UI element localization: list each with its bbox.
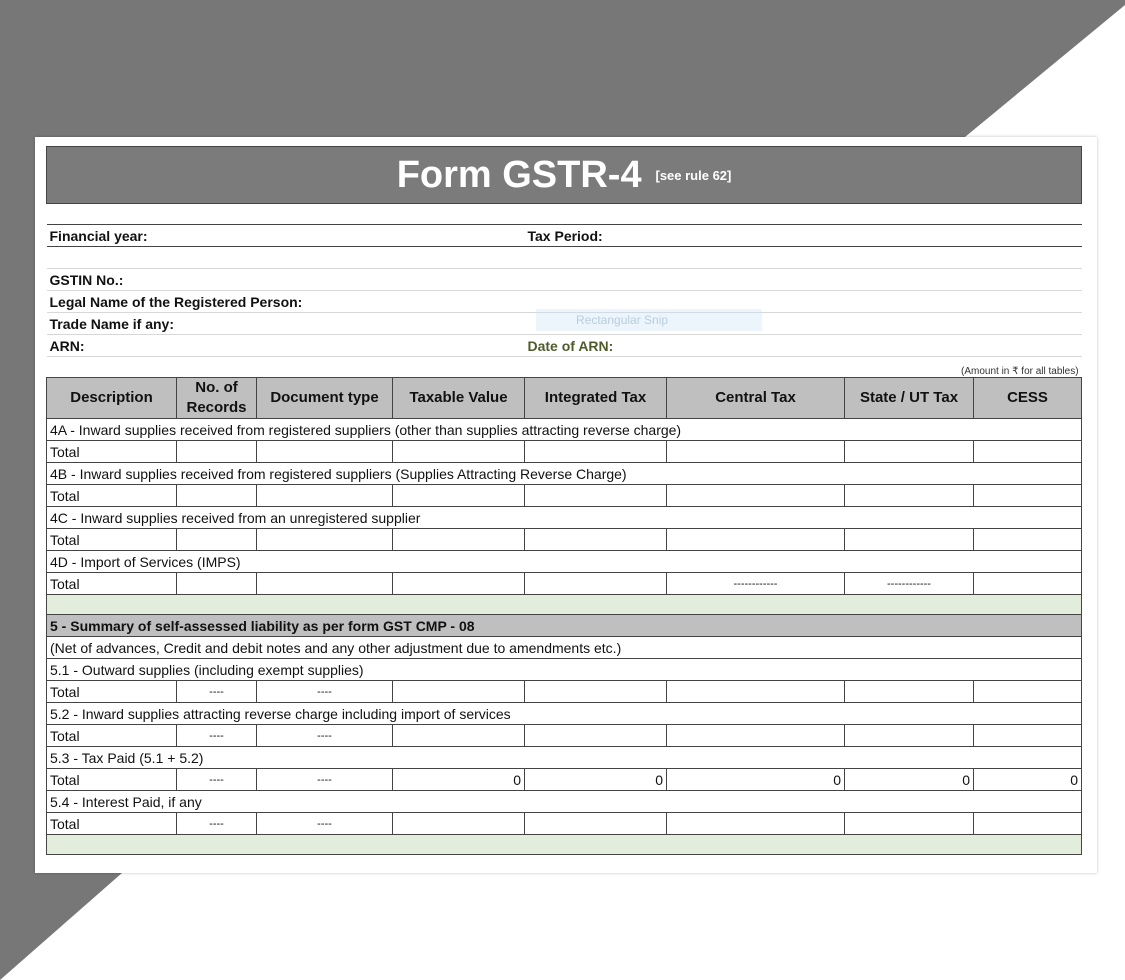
table-row <box>47 441 1082 463</box>
cell[interactable] <box>667 441 845 463</box>
central-tax-cell[interactable]: 0 <box>667 769 845 791</box>
cell[interactable] <box>177 529 257 551</box>
arn-label: ARN: <box>47 335 525 357</box>
financial-year-label: Financial year: <box>47 225 525 247</box>
cell[interactable] <box>393 681 525 703</box>
cell[interactable] <box>525 813 667 835</box>
cell[interactable] <box>177 485 257 507</box>
section-5-4-label: 5.4 - Interest Paid, if any <box>47 791 1082 813</box>
cell[interactable] <box>257 441 393 463</box>
section-5-label: 5 - Summary of self-assessed liability as per form GST CMP - 08 <box>47 615 1082 637</box>
cell[interactable] <box>525 573 667 595</box>
table-row <box>47 769 1082 791</box>
records-dash: ---- <box>177 769 257 791</box>
trade-name-label: Trade Name if any: <box>47 313 1082 335</box>
cell[interactable] <box>525 529 667 551</box>
total-label: Total <box>47 769 177 791</box>
table-row <box>47 681 1082 703</box>
cell[interactable] <box>845 725 974 747</box>
green-separator <box>47 835 1082 855</box>
table-header-row <box>47 378 1082 419</box>
table-row <box>47 529 1082 551</box>
doc-type-dash: ---- <box>257 769 393 791</box>
section-5-3-label: 5.3 - Tax Paid (5.1 + 5.2) <box>47 747 1082 769</box>
cell[interactable] <box>393 573 525 595</box>
cell[interactable] <box>525 725 667 747</box>
cell[interactable] <box>974 573 1082 595</box>
cell[interactable] <box>667 725 845 747</box>
cell[interactable] <box>845 485 974 507</box>
header-state-ut-tax: State / UT Tax <box>845 378 974 419</box>
gstin-label: GSTIN No.: <box>47 269 1082 291</box>
cell[interactable] <box>393 813 525 835</box>
gstin-row <box>47 269 1082 291</box>
amount-note-row <box>47 357 1082 378</box>
doc-type-dash: ---- <box>257 813 393 835</box>
cell[interactable] <box>257 485 393 507</box>
form-rule: [see rule 62] <box>655 167 732 183</box>
cell[interactable] <box>393 725 525 747</box>
cell[interactable] <box>177 441 257 463</box>
taxable-value-cell[interactable]: 0 <box>393 769 525 791</box>
cell[interactable] <box>177 573 257 595</box>
doc-type-dash: ---- <box>257 681 393 703</box>
total-label: Total <box>47 681 177 703</box>
cell[interactable] <box>667 681 845 703</box>
green-separator <box>47 595 1082 615</box>
rectangular-snip-overlay <box>536 309 762 331</box>
arn-row <box>47 335 1082 357</box>
records-dash: ---- <box>177 681 257 703</box>
spacer-row <box>47 204 1082 225</box>
cell[interactable] <box>525 485 667 507</box>
form-title-bar <box>47 147 1082 204</box>
table-row <box>47 485 1082 507</box>
cell[interactable] <box>667 529 845 551</box>
doc-type-dash: ---- <box>257 725 393 747</box>
header-records: No. of Records <box>177 378 257 419</box>
cell[interactable] <box>525 441 667 463</box>
section-4a-label: 4A - Inward supplies received from registered suppliers (other than supplies attracting reverse charge) <box>47 419 1082 441</box>
section-5-note: (Net of advances, Credit and debit notes and any other adjustment due to amendments etc.) <box>47 637 1082 659</box>
cell[interactable] <box>845 529 974 551</box>
section-4b-label: 4B - Inward supplies received from registered suppliers (Supplies Attracting Reverse Charge) <box>47 463 1082 485</box>
cell[interactable] <box>393 441 525 463</box>
total-label: Total <box>47 529 177 551</box>
state-tax-cell[interactable]: 0 <box>845 769 974 791</box>
cell[interactable] <box>667 485 845 507</box>
header-integrated-tax: Integrated Tax <box>525 378 667 419</box>
cess-cell[interactable]: 0 <box>974 769 1082 791</box>
integrated-tax-cell[interactable]: 0 <box>525 769 667 791</box>
cell[interactable] <box>974 681 1082 703</box>
header-description: Description <box>47 378 177 419</box>
tax-period-label: Tax Period: <box>525 225 1082 247</box>
arn-date-label: Date of ARN: <box>525 335 1082 357</box>
cell[interactable] <box>525 681 667 703</box>
table-row <box>47 573 1082 595</box>
financial-year-row <box>47 225 1082 247</box>
total-label: Total <box>47 441 177 463</box>
cell[interactable] <box>845 813 974 835</box>
amount-note: (Amount in ₹ for all tables) <box>961 366 1079 377</box>
total-label: Total <box>47 725 177 747</box>
form-title: Form GSTR-4 <box>396 153 642 196</box>
records-dash: ---- <box>177 813 257 835</box>
header-document-type: Document type <box>257 378 393 419</box>
section-5-2-label: 5.2 - Inward supplies attracting reverse charge including import of services <box>47 703 1082 725</box>
table-row <box>47 813 1082 835</box>
cell[interactable] <box>393 485 525 507</box>
legal-name-label: Legal Name of the Registered Person: <box>47 291 1082 313</box>
section-4d-label: 4D - Import of Services (IMPS) <box>47 551 1082 573</box>
cell[interactable] <box>667 813 845 835</box>
cell[interactable] <box>974 441 1082 463</box>
header-cess: CESS <box>974 378 1082 419</box>
section-5-1-label: 5.1 - Outward supplies (including exempt supplies) <box>47 659 1082 681</box>
total-label: Total <box>47 485 177 507</box>
cell[interactable] <box>393 529 525 551</box>
header-central-tax: Central Tax <box>667 378 845 419</box>
spacer-row <box>47 247 1082 269</box>
table-row <box>47 725 1082 747</box>
total-label: Total <box>47 813 177 835</box>
background-gray-top <box>0 0 1125 137</box>
total-label: Total <box>47 573 177 595</box>
cell[interactable] <box>845 441 974 463</box>
cell[interactable] <box>845 681 974 703</box>
cell[interactable] <box>974 529 1082 551</box>
cell[interactable] <box>257 529 393 551</box>
snip-label: Rectangular Snip <box>576 313 669 327</box>
state-tax-dash: ------------ <box>845 573 974 595</box>
header-taxable-value: Taxable Value <box>393 378 525 419</box>
records-dash: ---- <box>177 725 257 747</box>
cell[interactable] <box>974 725 1082 747</box>
cell[interactable] <box>974 813 1082 835</box>
section-4c-label: 4C - Inward supplies received from an unregistered supplier <box>47 507 1082 529</box>
title-row <box>47 147 1082 204</box>
cell[interactable] <box>257 573 393 595</box>
gstr4-form-table <box>46 146 1082 855</box>
central-tax-dash: ------------ <box>667 573 845 595</box>
cell[interactable] <box>974 485 1082 507</box>
